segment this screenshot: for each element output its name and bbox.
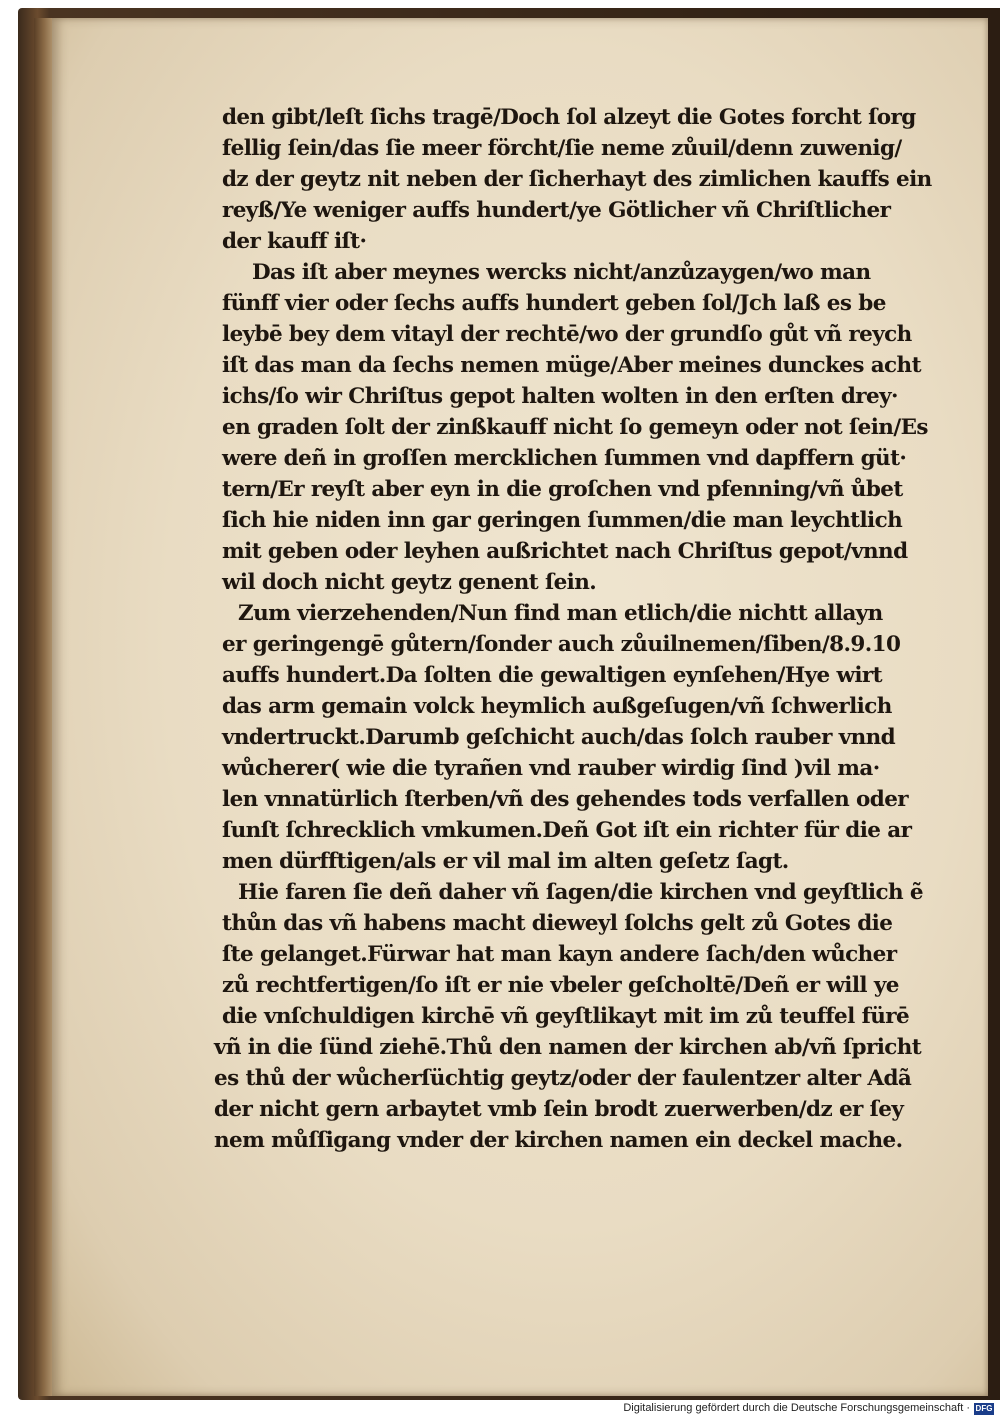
text-line: wůcherer( wie die tyrañen vnd rauber wirdig ſind )vil ma·	[222, 756, 880, 781]
text-line: fünff vier oder ſechs auffs hundert geben ſol/Jch laß es be	[222, 291, 886, 316]
text-line: len vnnatürlich ſterben/vñ des gehendes tods verfallen oder	[222, 787, 909, 812]
text-line: er geringengē gůtern/ſonder auch zůuilnemen/ſiben/8.9.10	[222, 632, 901, 657]
text-line: were deñ in groſſen mercklichen ſummen vnd dapffern güt·	[222, 446, 907, 471]
text-line: ſte gelanget.Fürwar hat man kayn andere ſach/den wůcher	[222, 942, 897, 967]
text-line: ſich hie niden inn gar geringen ſummen/die man leychtlich	[222, 508, 903, 533]
text-line: der kauff iſt·	[222, 229, 367, 254]
text-line: wil doch nicht geytz genent ſein.	[222, 570, 597, 595]
text-line: vndertruckt.Darumb geſchicht auch/das ſolch rauber vnnd	[222, 725, 896, 750]
text-line: zů rechtfertigen/ſo iſt er nie vbeler geſcholtē/Deñ er will ye	[222, 973, 899, 998]
text-line: dz der geytz nit neben der ſicherhayt des zimlichen kauffs ein	[222, 167, 932, 192]
page-text-block	[214, 102, 942, 1156]
text-line: ſunſt ſchrecklich vmkumen.Deñ Got iſt ein richter für die ar	[222, 818, 912, 843]
text-line: vñ in die ſünd ziehē.Thů den namen der kirchen ab/vñ ſpricht	[214, 1035, 922, 1060]
text-line: ichs/ſo wir Chriſtus gepot halten wolten in den erſten drey·	[222, 384, 898, 409]
funding-credit: Digitalisierung gefördert durch die Deutsche Forschungsgemeinschaft ·	[623, 1402, 970, 1414]
text-line: auffs hundert.Da ſolten die gewaltigen eynſehen/Hye wirt	[222, 663, 882, 688]
text-line: nem můſſigang vnder der kirchen namen ein deckel mache.	[214, 1128, 903, 1153]
text-line: reyß/Ye weniger auffs hundert/ye Götlicher vñ Chriſtlicher	[222, 198, 891, 223]
text-line: die vnſchuldigen kirchē vñ geyſtlikayt mit im zů teuffel fürē	[222, 1004, 910, 1029]
text-line: en graden ſolt der zinßkauff nicht ſo gemeyn oder not ſein/Es	[222, 415, 928, 440]
text-line: es thů der wůcherſüchtig geytz/oder der faulentzer alter Adã	[214, 1066, 912, 1091]
text-line: den gibt/leſt ſichs tragē/Doch ſol alzeyt die Gotes forcht ſorg	[222, 105, 916, 130]
text-line: der nicht gern arbaytet vmb ſein brodt zuerwerben/dz er ſey	[214, 1097, 904, 1122]
footer-bar	[0, 1400, 1000, 1419]
page-gutter	[34, 18, 54, 1396]
dfg-logo: DFG	[975, 1404, 993, 1413]
text-line: Das iſt aber meynes wercks nicht/anzůzaygen/wo man	[252, 260, 871, 285]
text-line: Hie faren ſie deñ daher vñ ſagen/die kirchen vnd geyſtlich ẽ	[238, 880, 923, 905]
text-line: leybē bey dem vitayl der rechtē/wo der grundſo gůt vñ reych	[222, 322, 912, 347]
text-line: Zum vierzehenden/Nun find man etlich/die nichtt allayn	[238, 601, 883, 626]
text-line: mit geben oder leyhen außrichtet nach Chriſtus gepot/vnnd	[222, 539, 908, 564]
text-line: men dürfftigen/als er vil mal im alten geſetz ſagt.	[222, 849, 789, 874]
text-line: fellig ſein/das ſie meer förcht/ſie neme zůuil/denn zuwenig/	[222, 136, 902, 161]
text-line: iſt das man da ſechs nemen müge/Aber meines dunckes acht	[222, 353, 921, 378]
text-line: tern/Er reyſt aber eyn in die groſchen vnd pfenning/vñ ůbet	[222, 477, 903, 502]
text-line: thůn das vñ habens macht dieweyl ſolchs gelt zů Gotes die	[222, 911, 893, 936]
text-line: das arm gemain volck heymlich außgeſugen/vñ ſchwerlich	[222, 694, 892, 719]
